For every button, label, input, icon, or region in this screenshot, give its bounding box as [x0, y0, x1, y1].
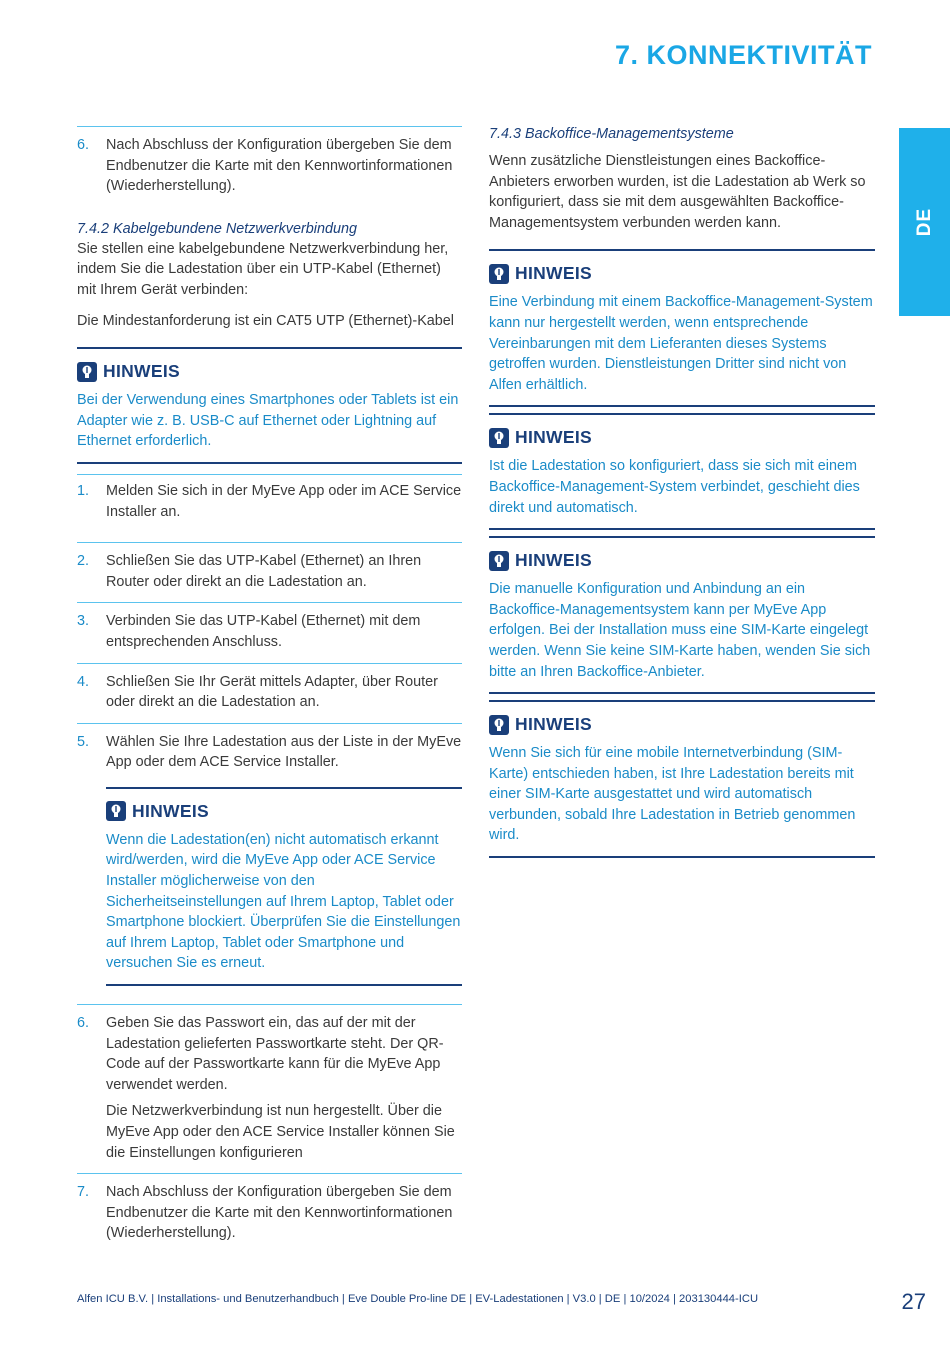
note-box	[489, 536, 875, 694]
note-box	[489, 700, 875, 858]
lightbulb-icon	[489, 551, 509, 571]
note-title: HINWEIS	[515, 714, 592, 735]
right-column	[489, 124, 875, 858]
note-header	[489, 550, 875, 571]
section-paragraph: Wenn zusätzliche Dienstleistungen eines Backoffice-Anbieters erworben wurden, ist die Ladestation ab Werk so konfiguriert, dass sie mit dem ausgewählten Backoffice-Managementsystem verbunden werden kann.	[489, 153, 866, 231]
note-box	[489, 249, 875, 407]
list-number: 1.	[77, 482, 90, 499]
list-number: 5.	[77, 733, 90, 750]
lightbulb-icon	[489, 715, 509, 735]
lightbulb-icon	[489, 428, 509, 448]
list-item	[77, 474, 462, 532]
page-number: 27	[901, 1289, 926, 1314]
list-text: Nach Abschluss der Konfiguration übergeben Sie dem Endbenutzer die Karte mit den Kennwortinformationen (Wiederherstellung).	[106, 1184, 453, 1242]
list-text: Schließen Sie das UTP-Kabel (Ethernet) an Ihren Router oder direkt an die Ladestation an.	[106, 553, 422, 590]
section-heading-743: 7.4.3 Backoffice-Managementsysteme	[489, 126, 734, 142]
lightbulb-icon	[489, 264, 509, 284]
note-header	[489, 714, 875, 735]
list-item	[77, 1173, 462, 1254]
list-number: 7.	[77, 1184, 90, 1201]
note-header	[489, 263, 875, 284]
list-text	[106, 1013, 462, 1163]
list-item	[77, 126, 462, 219]
note-text: Die manuelle Konfiguration und Anbindung an ein Backoffice-Managementsystem kann per MyEve App erfolgen. Bei der Installation muss eine SIM-Karte eingelegt werden. Wenn Sie keine SIM-Karte haben, wenden Sie sich bitte an Ihren Backoffice-Anbieter.	[489, 581, 871, 680]
note-box	[489, 413, 875, 530]
list-item	[77, 602, 462, 662]
note-header	[77, 361, 462, 382]
language-tab	[899, 128, 950, 316]
note-header	[489, 427, 875, 448]
list-item	[77, 542, 462, 602]
list-text: Schließen Sie Ihr Gerät mittels Adapter, über Router oder direkt an die Ladestation an.	[106, 673, 438, 711]
note-text: Bei der Verwendung eines Smartphones oder Tablets ist ein Adapter wie z. B. USB-C auf Ethernet oder Lightning auf Ethernet erforderlich.	[77, 392, 459, 450]
list-number: 6.	[77, 1015, 90, 1032]
list-text: Melden Sie sich in der MyEve App oder im ACE Service Installer an.	[106, 482, 462, 520]
list-number: 3.	[77, 613, 90, 630]
lightbulb-icon	[77, 362, 97, 382]
note-text: Eine Verbindung mit einem Backoffice-Management-System kann nur hergestellt werden, wenn entsprechende Vereinbarungen mit dem Lieferanten dieses Systems getroffen wurden. Dienstleistungen Dritter sind nicht von Alfen erhältlich.	[489, 294, 873, 393]
note-title: HINWEIS	[103, 361, 180, 382]
list-text: Verbinden Sie das UTP-Kabel (Ethernet) mit dem entsprechenden Anschluss.	[106, 613, 421, 650]
note-box	[77, 347, 462, 464]
list-item	[77, 723, 462, 787]
step-text: Geben Sie das Passwort ein, das auf der mit der Ladestation gelieferten Passwortkarte steht. Der QR-Code auf der Passwortkarte kann für die MyEve App verwendet werden.	[106, 1015, 444, 1093]
note-text: Wenn Sie sich für eine mobile Internetverbindung (SIM-Karte) entschieden haben, ist Ihre Ladestation bereits mit einer SIM-Karte ausgestattet und wird automatisch verbunden, sobald Ihre Ladestation in Betrieb genommen wird.	[489, 745, 856, 844]
chapter-title: 7. KONNEKTIVITÄT	[614, 40, 872, 70]
list-text: Wählen Sie Ihre Ladestation aus der Liste in der MyEve App oder dem ACE Service Installer.	[106, 733, 462, 771]
note-box	[106, 787, 462, 986]
note-text: Wenn die Ladestation(en) nicht automatisch erkannt wird/werden, wird die MyEve App oder ACE Service Installer möglicherweise von den Sicherheitseinstellungen auf Ihrem Laptop, Tablet oder Smartphone blockiert. Überprüfen Sie die Einstellungen auf Ihrem Laptop, Tablet oder Smartphone und versuchen Sie es erneut.	[106, 831, 461, 972]
list-number: 2.	[77, 553, 90, 570]
note-title: HINWEIS	[515, 427, 592, 448]
note-title: HINWEIS	[515, 263, 592, 284]
note-text: Ist die Ladestation so konfiguriert, dass sie sich mit einem Backoffice-Management-System verbindet, geschieht dies direkt und automatisch.	[489, 458, 860, 516]
left-column	[77, 126, 462, 1254]
note-header	[106, 801, 462, 822]
note-title: HINWEIS	[515, 550, 592, 571]
lightbulb-icon	[106, 801, 126, 821]
list-text: Nach Abschluss der Konfiguration übergeben Sie dem Endbenutzer die Karte mit den Kennwortinformationen (Wiederherstellung).	[106, 137, 453, 195]
step-followup-text: Die Netzwerkverbindung ist nun hergestellt. Über die MyEve App oder den ACE Service Installer können Sie die Einstellungen konfigurieren	[106, 1103, 455, 1161]
section-heading-742: 7.4.2 Kabelgebundene Netzwerkverbindung	[77, 220, 358, 237]
list-number: 4.	[77, 673, 90, 690]
list-item	[77, 663, 462, 723]
note-title: HINWEIS	[132, 800, 209, 821]
language-tab-label: DE	[913, 207, 935, 237]
section-paragraph: Sie stellen eine kabelgebundene Netzwerkverbindung her, indem Sie die Ladestation über ein UTP-Kabel (Ethernet) mit Ihrem Gerät verbinden:	[77, 240, 449, 298]
list-number: 6.	[77, 137, 90, 153]
list-item	[77, 1004, 462, 1173]
footer-text: Alfen ICU B.V. | Installations- und Benutzerhandbuch | Eve Double Pro-line DE | EV-Ladestationen | V3.0 | DE | 10/2024 | 203130444-ICU	[77, 1293, 759, 1305]
section-paragraph: Die Mindestanforderung ist ein CAT5 UTP (Ethernet)-Kabel	[77, 312, 454, 329]
